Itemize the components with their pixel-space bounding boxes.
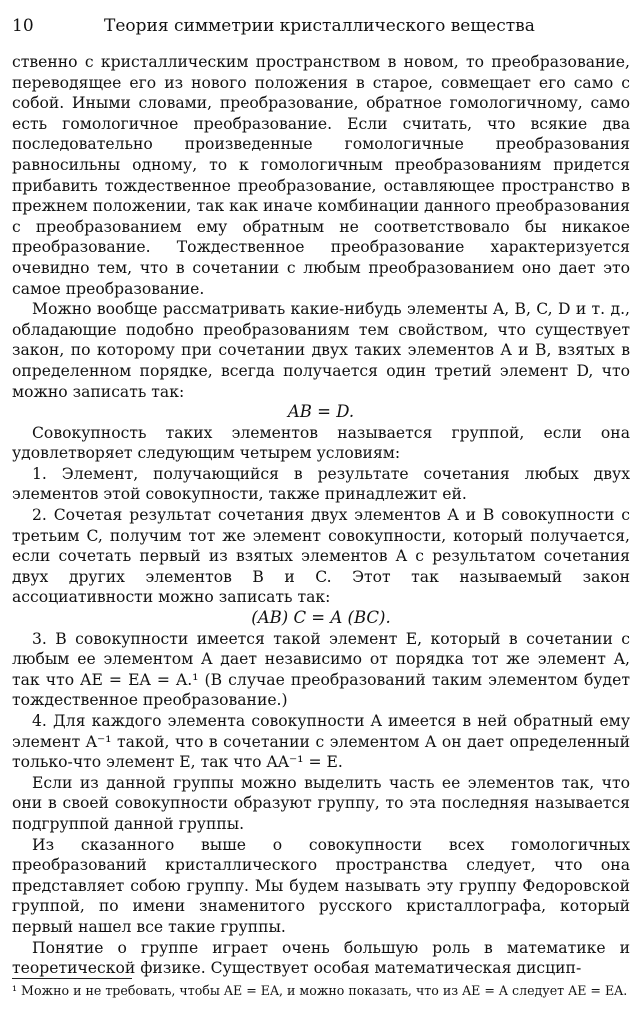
page-body <box>12 52 630 979</box>
paragraph: Из сказанного выше о совокупности всех гомологичных преобразований кристаллического пространства следует, что она представляет собою группу. Мы будем называть эту группу Федоровской группой, по имени знаменитого русского кристаллографа, который первый нашел все такие группы. <box>12 835 630 936</box>
paragraph: Если из данной группы можно выделить часть ее элементов так, что они в своей совокупности образуют группу, то эта последняя называется подгруппой данной группы. <box>12 773 630 833</box>
list-item: 2. Сочетая результат сочетания двух элементов A и B совокупности с третьим C, получим тот же элемент совокупности, который получается, если сочетать первый из взятых элементов A с результатом сочетания двух других элементов B и C. Этот так называемый закон ассоциативности можно записать так: <box>12 506 630 607</box>
paragraph: Можно вообще рассматривать какие-нибудь элементы A, B, C, D и т. д., обладающие подобно преобразованиям тем свойством, что существует закон, по которому при сочетании двух таких элементов A и B, взятых в определенном порядке, всегда получается один третий элемент D, что можно записать так: <box>12 300 630 401</box>
list-item: 4. Для каждого элемента совокупности A имеется в ней обратный ему элемент A⁻¹ такой, что в сочетании с элементом A он дает определенный только-что элемент E, так что AA⁻¹ = E. <box>12 712 630 772</box>
list-item: 1. Элемент, получающийся в результате сочетания любых двух элементов этой совокупности, также принадлежит ей. <box>12 464 630 504</box>
paragraph: Совокупность таких элементов называется группой, если она удовлетворяет следующим четырем условиям: <box>12 423 630 463</box>
footnote-rule <box>12 978 132 979</box>
page-header <box>12 14 630 38</box>
paragraph: ственно с кристаллическим пространством в новом, то преобразование, переводящее его из нового положения в старое, совмещает его само с собой. Иными словами, преобразование, обратное гомологичному, само есть гомологичное преобразование. Если считать, что всякие два последовательно произведенные гомологичные преобразования равносильны одному, то к гомологичным преобразованиям придется прибавить тождественное преобразование, оставляющее пространство в прежнем положении, так как иначе комбинации данного преобразования с преобразованием ему обратным не соответствовало бы никакое преобразование. Тождественное преобразование характеризуется очевидно тем, что в сочетании с любым преобразованием оно дает это самое преобразование. <box>12 53 630 298</box>
list-item: 3. В совокупности имеется такой элемент E, который в сочетании с любым ее элементом A дает независимо от порядка тот же элемент A, так что AE = EA = A.¹ (В случае преобразований таким элементом будет тождественное преобразование.) <box>12 629 630 710</box>
page-number: 10 <box>12 16 34 36</box>
footnote: ¹ Можно и не требовать, чтобы AE = EA, и можно показать, что из AE = A следует AE = EA. <box>12 983 628 998</box>
paragraph: Понятие о группе играет очень большую роль в математике и теоретической физике. Существует особая математическая дисцип- <box>12 938 630 978</box>
formula: AB = D. <box>287 402 355 422</box>
running-title: Теория симметрии кристаллического вещества <box>104 16 535 36</box>
formula: (AB) C = A (BC). <box>251 608 391 628</box>
